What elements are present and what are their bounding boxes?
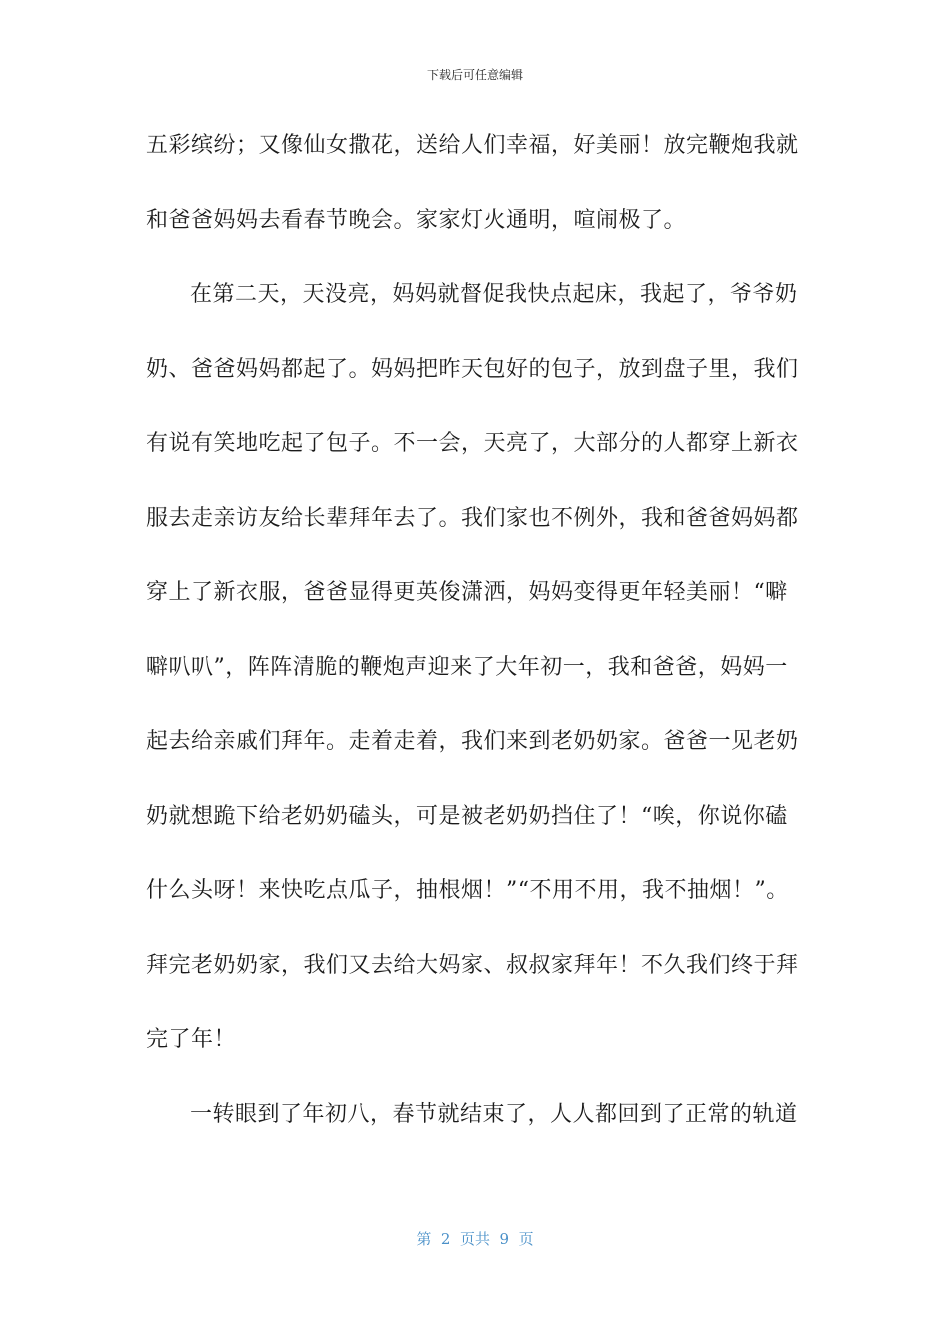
text-line: 奶就想跪下给老奶奶磕头，可是被老奶奶挡住了！“唉，你说你磕: [146, 803, 788, 829]
paragraph-start-line: 一转眼到了年初八，春节就结束了，人人都回到了正常的轨道: [190, 1101, 798, 1127]
text-line: 穿上了新衣服，爸爸显得更英俊潇洒，妈妈变得更年轻美丽！“噼: [146, 580, 788, 605]
text-line: 拜完老奶奶家，我们又去给大妈家、叔叔家拜年！不久我们终于拜: [146, 952, 799, 978]
text-line: 五彩缤纷；又像仙女撒花，送给人们幸福，好美丽！放完鞭炮我就: [146, 133, 799, 158]
document-body: [146, 123, 806, 1166]
text-line: 噼叭叭”，阵阵清脆的鞭炮声迎来了大年初一，我和爸爸，妈妈一: [146, 654, 788, 680]
paragraph-start-line: 在第二天，天没亮，妈妈就督促我快点起床，我起了，爷爷奶: [190, 282, 798, 307]
text-line: 服去走亲访友给长辈拜年去了。我们家也不例外，我和爸爸妈妈都: [146, 505, 799, 531]
text-line: 有说有笑地吃起了包子。不一会，天亮了，大部分的人都穿上新衣: [146, 431, 799, 456]
text-line: 完了年！: [146, 1027, 237, 1052]
page-number-footer: 第 2 页共 9 页: [416, 1230, 534, 1248]
text-line: 奶、爸爸妈妈都起了。妈妈把昨天包好的包子，放到盘子里，我们: [146, 356, 799, 382]
text-line: 什么头呀！来快吃点瓜子，抽根烟！”“不用不用，我不抽烟！”。: [146, 878, 789, 903]
text-line: 和爸爸妈妈去看春节晚会。家家灯火通明，喧闹极了。: [146, 207, 687, 233]
page-header-note: 下载后可任意编辑: [426, 68, 523, 82]
text-line: 起去给亲戚们拜年。走着走着，我们来到老奶奶家。爸爸一见老奶: [146, 729, 799, 754]
